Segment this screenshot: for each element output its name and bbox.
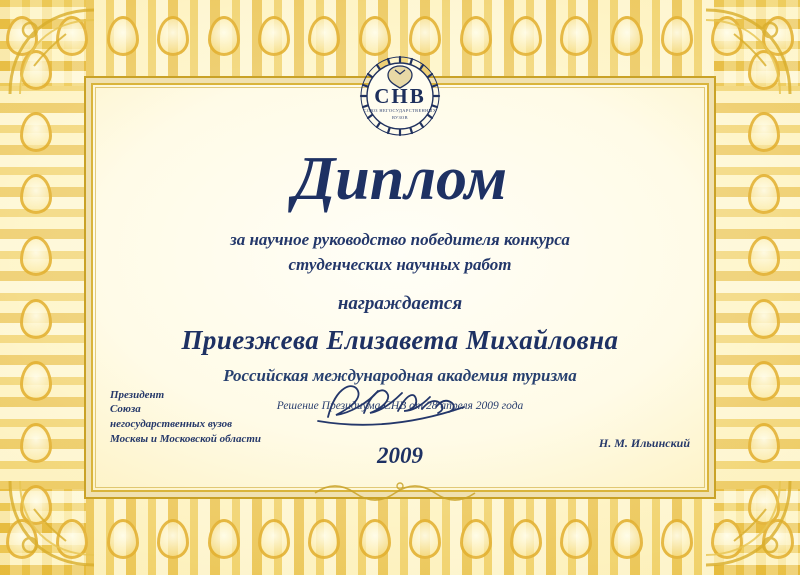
signatory-title-line-1: Президент bbox=[110, 388, 165, 401]
recipient-name: Приезжева Елизавета Михайловна bbox=[181, 325, 619, 356]
emblem-caption: СОЮЗ НЕГОСУДАРСТВЕННЫХ ВУЗОВ bbox=[363, 108, 437, 120]
signatory-title-line-4: Москвы и Московской области bbox=[110, 433, 262, 446]
ornamental-border-bottom bbox=[0, 489, 800, 575]
certificate-subtitle-line-1: за научное руководство победителя конкурса bbox=[230, 230, 570, 249]
signatory-name: Н. М. Ильинский bbox=[598, 436, 690, 450]
ornamental-border-right bbox=[714, 0, 800, 575]
signatory-title-line-2: Союза bbox=[110, 403, 141, 416]
certificate-subtitle bbox=[230, 228, 570, 277]
certificate-title: Диплом bbox=[292, 145, 508, 213]
signatory-title-block bbox=[110, 388, 261, 447]
signatory-title-line-3: негосударственных вузов bbox=[110, 418, 233, 431]
organization-emblem-icon bbox=[352, 48, 448, 144]
certificate-subtitle-line-2: студенческих научных работ bbox=[288, 254, 512, 274]
bottom-flourish-icon bbox=[305, 475, 495, 501]
certificate-content bbox=[84, 76, 716, 499]
ornamental-border-left bbox=[0, 0, 86, 575]
emblem-monogram: СНВ bbox=[374, 84, 426, 108]
decision-reference: Решение Президиума СНВ от 28 апреля 2009 года bbox=[276, 400, 524, 413]
organization-name: Российская международная академия туризма bbox=[223, 366, 577, 386]
certificate-year: 2009 bbox=[377, 443, 423, 468]
awarded-label: награждается bbox=[337, 293, 463, 315]
